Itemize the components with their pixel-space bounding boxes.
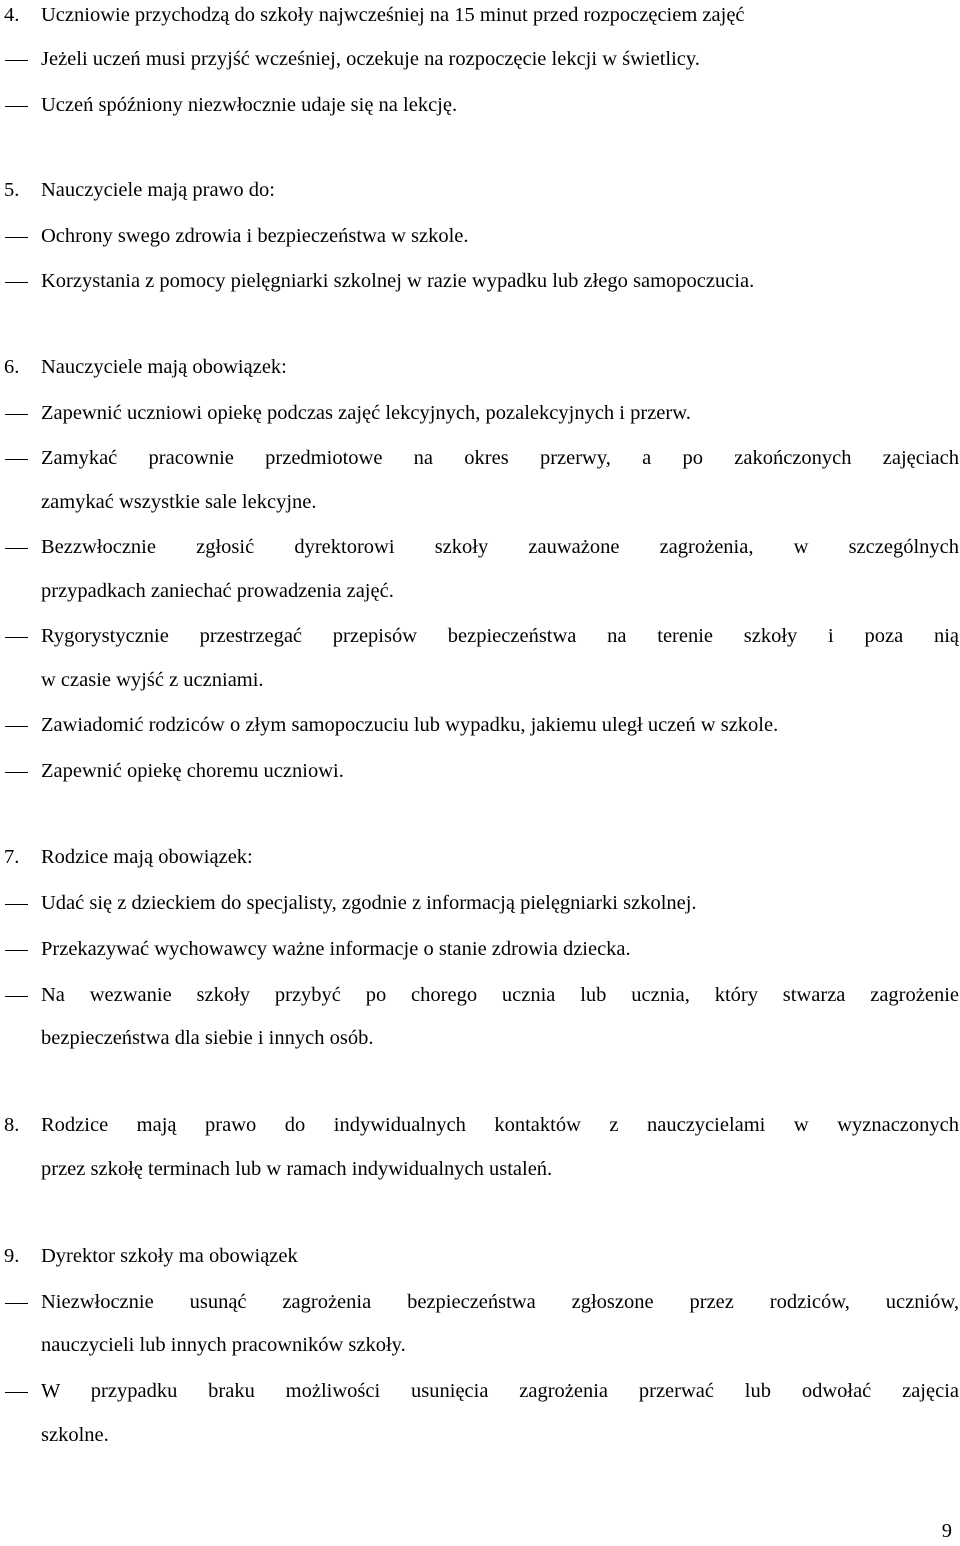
- dash-list-item: [0, 532, 960, 562]
- line-text: Zawiadomić rodziców o złym samopoczuciu lub wypadku, jakiemu uległ uczeń w szkole.: [41, 714, 779, 736]
- line-text: Ochrony swego zdrowia i bezpieczeństwa w szkole.: [41, 225, 469, 247]
- dash-list-item: [0, 710, 960, 740]
- line-text: Nauczyciele mają prawo do:: [41, 179, 275, 201]
- numbered-item: [0, 1110, 960, 1140]
- dash-list-item: [0, 980, 960, 1010]
- line-text: Bezzwłocznie zgłosić dyrektorowi szkoły zauważone zagrożenia, w szczególnych: [41, 536, 959, 558]
- item-number: 9.: [4, 1245, 20, 1267]
- line-text: Udać się z dzieckiem do specjalisty, zgodnie z informacją pielęgniarki szkolnej.: [41, 892, 697, 914]
- continuation-line: [0, 1023, 960, 1053]
- line-text: w czasie wyjść z uczniami.: [41, 669, 264, 691]
- line-text: Uczeń spóźniony niezwłocznie udaje się na lekcję.: [41, 94, 458, 116]
- page-number: 9: [941, 1520, 952, 1542]
- dash-bullet-icon: [5, 950, 28, 951]
- dash-list-item: [0, 1376, 960, 1406]
- item-number: 5.: [4, 179, 20, 201]
- line-text: Rodzice mają obowiązek:: [41, 846, 253, 868]
- dash-bullet-icon: [5, 1303, 28, 1304]
- dash-bullet-icon: [5, 60, 28, 61]
- item-number: 8.: [4, 1114, 20, 1136]
- continuation-line: [0, 576, 960, 606]
- numbered-item: [0, 352, 960, 382]
- dash-list-item: [0, 1287, 960, 1317]
- dash-bullet-icon: [5, 106, 28, 107]
- dash-list-item: [0, 443, 960, 473]
- dash-list-item: [0, 398, 960, 428]
- dash-list-item: [0, 266, 960, 296]
- line-text: Zamykać pracownie przedmiotowe na okres przerwy, a po zakończonych zajęciach: [41, 447, 959, 469]
- continuation-line: [0, 1330, 960, 1360]
- line-text: Zapewnić opiekę choremu uczniowi.: [41, 760, 344, 782]
- numbered-item: [0, 842, 960, 872]
- continuation-line: [0, 487, 960, 517]
- line-text: szkolne.: [41, 1424, 109, 1446]
- dash-list-item: [0, 756, 960, 786]
- item-number: 7.: [4, 846, 20, 868]
- line-text: Przekazywać wychowawcy ważne informacje o stanie zdrowia dziecka.: [41, 938, 631, 960]
- line-text: Jeżeli uczeń musi przyjść wcześniej, oczekuje na rozpoczęcie lekcji w świetlicy.: [41, 48, 700, 70]
- dash-list-item: [0, 934, 960, 964]
- continuation-line: [0, 665, 960, 695]
- dash-list-item: [0, 888, 960, 918]
- numbered-item: [0, 175, 960, 205]
- line-text: W przypadku braku możliwości usunięcia zagrożenia przerwać lub odwołać zajęcia: [41, 1380, 959, 1402]
- line-text: Rodzice mają prawo do indywidualnych kontaktów z nauczycielami w wyznaczonych: [41, 1114, 959, 1136]
- line-text: przypadkach zaniechać prowadzenia zajęć.: [41, 580, 394, 602]
- line-text: Niezwłocznie usunąć zagrożenia bezpieczeństwa zgłoszone przez rodziców, uczniów,: [41, 1291, 959, 1313]
- dash-list-item: [0, 221, 960, 251]
- numbered-item: [0, 0, 960, 30]
- line-text: Uczniowie przychodzą do szkoły najwcześniej na 15 minut przed rozpoczęciem zajęć: [41, 4, 745, 26]
- line-text: Zapewnić uczniowi opiekę podczas zajęć lekcyjnych, pozalekcyjnych i przerw.: [41, 402, 691, 424]
- line-text: Nauczyciele mają obowiązek:: [41, 356, 287, 378]
- dash-bullet-icon: [5, 237, 28, 238]
- item-number: 6.: [4, 356, 20, 378]
- continuation-line: [0, 1420, 960, 1450]
- dash-list-item: [0, 44, 960, 74]
- line-text: nauczycieli lub innych pracowników szkoły.: [41, 1334, 406, 1356]
- dash-bullet-icon: [5, 637, 28, 638]
- dash-bullet-icon: [5, 1392, 28, 1393]
- line-text: zamykać wszystkie sale lekcyjne.: [41, 491, 317, 513]
- continuation-line: [0, 1154, 960, 1184]
- dash-bullet-icon: [5, 726, 28, 727]
- line-text: Korzystania z pomocy pielęgniarki szkolnej w razie wypadku lub złego samopoczucia.: [41, 270, 755, 292]
- dash-bullet-icon: [5, 772, 28, 773]
- item-number: 4.: [4, 4, 20, 26]
- dash-bullet-icon: [5, 459, 28, 460]
- line-text: bezpieczeństwa dla siebie i innych osób.: [41, 1027, 374, 1049]
- dash-bullet-icon: [5, 904, 28, 905]
- dash-bullet-icon: [5, 414, 28, 415]
- line-text: Dyrektor szkoły ma obowiązek: [41, 1245, 298, 1267]
- numbered-item: [0, 1241, 960, 1271]
- dash-list-item: [0, 90, 960, 120]
- line-text: przez szkołę terminach lub w ramach indywidualnych ustaleń.: [41, 1158, 553, 1180]
- dash-list-item: [0, 621, 960, 651]
- line-text: Na wezwanie szkoły przybyć po chorego ucznia lub ucznia, który stwarza zagrożenie: [41, 984, 959, 1006]
- dash-bullet-icon: [5, 996, 28, 997]
- dash-bullet-icon: [5, 282, 28, 283]
- dash-bullet-icon: [5, 548, 28, 549]
- line-text: Rygorystycznie przestrzegać przepisów bezpieczeństwa na terenie szkoły i poza nią: [41, 625, 959, 647]
